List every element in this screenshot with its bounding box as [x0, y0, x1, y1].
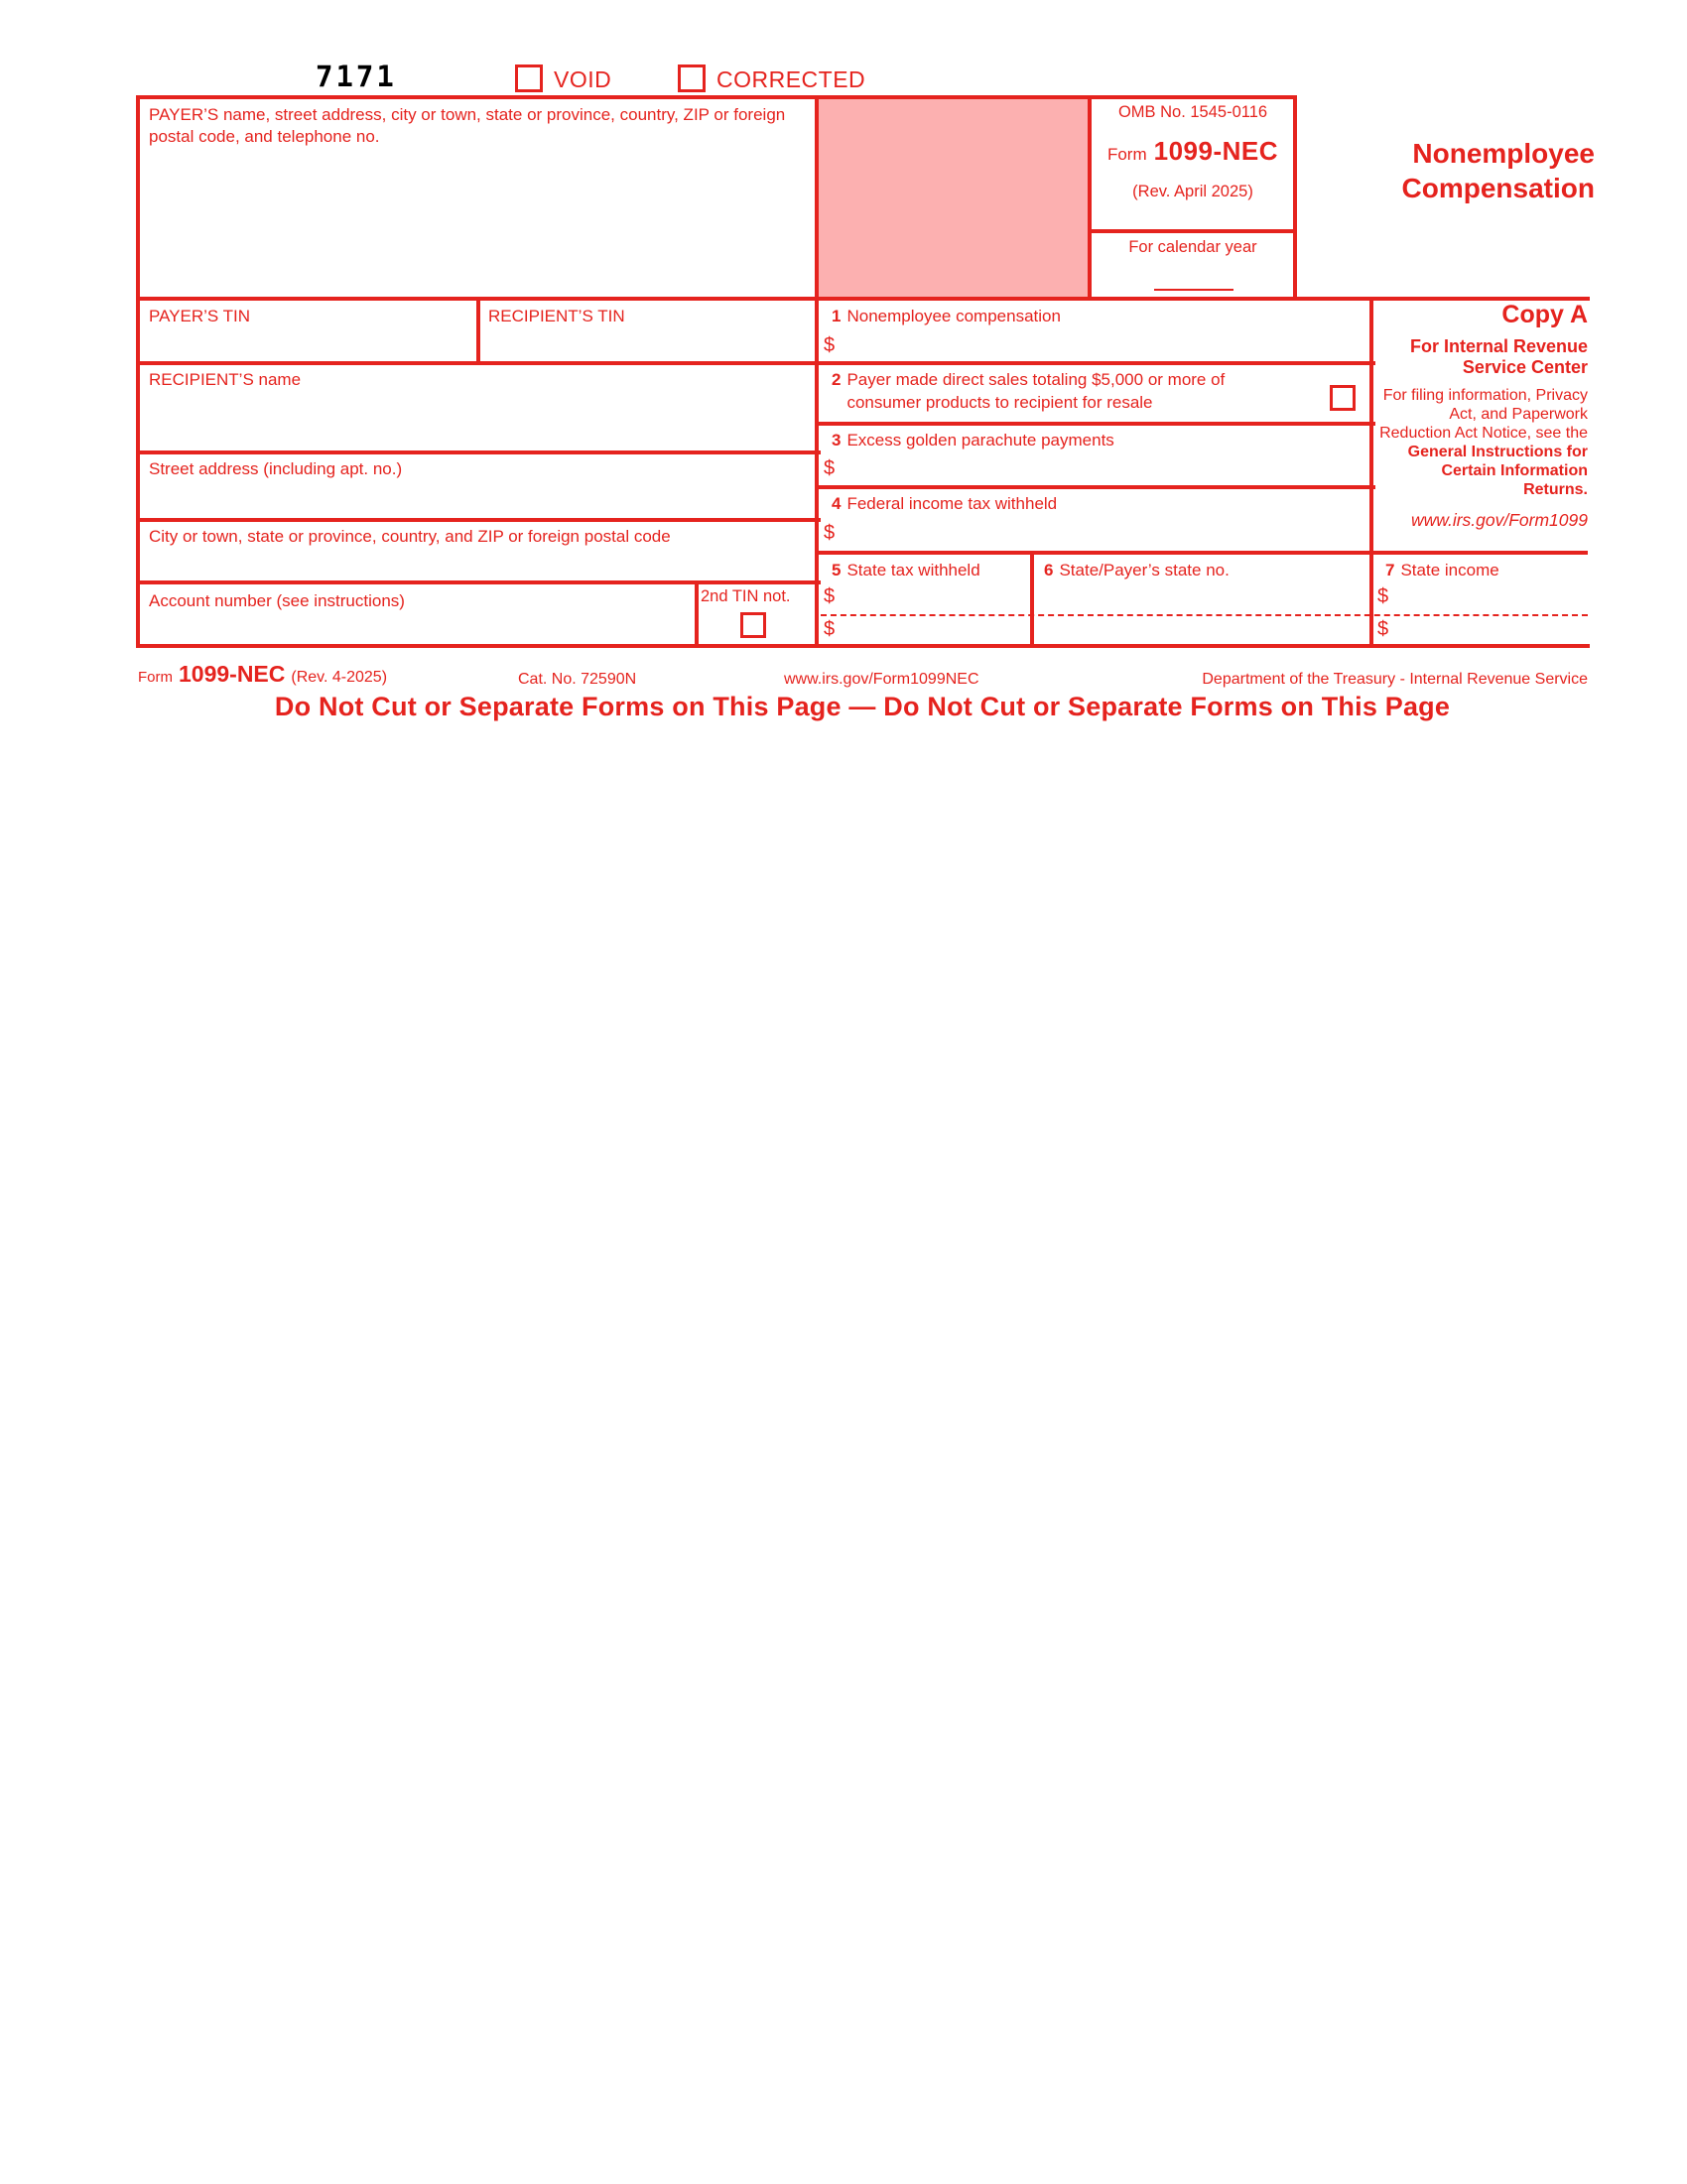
- form-number: 1099-NEC: [1153, 136, 1279, 166]
- box4-dollar-sign: $: [824, 522, 836, 544]
- city-field[interactable]: [142, 552, 813, 579]
- copya-column-divider: [1369, 297, 1373, 648]
- omb-number: OMB No. 1545-0116: [1117, 103, 1268, 121]
- payer-tin-field[interactable]: [142, 327, 474, 359]
- box5-amount-field-2[interactable]: [845, 617, 1026, 642]
- state-row-dashed-divider: [821, 614, 1588, 616]
- omb-box: [1094, 103, 1292, 201]
- calendar-year-label: For calendar year: [1128, 238, 1257, 256]
- box5-number: 5: [832, 561, 842, 579]
- box2-number: 2: [832, 370, 842, 389]
- city-label: City or town, state or province, country, and ZIP or foreign postal code: [149, 527, 671, 546]
- box3-label-row: [832, 430, 1114, 452]
- street-address-label: Street address (including apt. no.): [149, 459, 403, 478]
- footer-url: www.irs.gov/Form1099NEC: [784, 671, 979, 688]
- box3-dollar-sign: $: [824, 457, 836, 479]
- box4-label: Federal income tax withheld: [846, 494, 1058, 513]
- form-word: Form: [1106, 145, 1147, 164]
- payer-tin-label: PAYER’S TIN: [149, 307, 251, 325]
- tin-divider: [476, 297, 480, 365]
- form-title-line1: Nonemployee: [1412, 138, 1595, 169]
- copy-a-url: www.irs.gov/Form1099: [1411, 509, 1588, 530]
- account-2ndtin-divider: [695, 580, 699, 648]
- row-divider: [817, 422, 1375, 426]
- second-tin-label: 2nd TIN not.: [701, 587, 791, 605]
- copy-a-recipient: For Internal Revenue Service Center: [1409, 336, 1588, 378]
- box5-box6-divider: [1030, 551, 1034, 648]
- row-divider: [136, 361, 1375, 365]
- box5-label: State tax withheld: [846, 561, 980, 579]
- void-label: VOID: [554, 66, 612, 92]
- box1-label: Nonemployee compensation: [846, 307, 1061, 325]
- copy-a-block: [1375, 301, 1588, 531]
- payer-info-field[interactable]: [142, 151, 813, 295]
- box2-direct-sales-checkbox[interactable]: [1330, 385, 1356, 411]
- footer-department: Department of the Treasury - Internal Revenue Service: [1202, 671, 1588, 688]
- box7-label-row: [1385, 560, 1499, 582]
- account-number-label: Account number (see instructions): [149, 591, 405, 610]
- box1-number: 1: [832, 307, 842, 325]
- box6-label-row: [1044, 560, 1230, 582]
- recipient-tin-field[interactable]: [484, 327, 812, 359]
- box6-state-no-field-2[interactable]: [1038, 617, 1365, 642]
- box1-dollar-sign: $: [824, 334, 836, 356]
- box3-amount-field[interactable]: [845, 452, 1365, 482]
- box4-number: 4: [832, 494, 842, 513]
- payer-info-label: PAYER’S name, street address, city or town, state or province, country, ZIP or foreign postal code, and telephone no.: [149, 105, 786, 147]
- corrected-checkbox[interactable]: [678, 64, 706, 92]
- footer-cat-no: Cat. No. 72590N: [518, 671, 637, 688]
- recipient-name-label: RECIPIENT’S name: [149, 370, 302, 389]
- box7-number: 7: [1385, 561, 1395, 579]
- box2-label-row: [832, 369, 1288, 415]
- box5-dollar-sign-2: $: [824, 618, 836, 640]
- copy-a-instructions: [1375, 387, 1588, 499]
- form-title: [1277, 136, 1595, 205]
- form-top-border: [136, 95, 1297, 99]
- box3-number: 3: [832, 431, 842, 450]
- recipient-name-field[interactable]: [142, 393, 813, 449]
- box3-label: Excess golden parachute payments: [846, 431, 1114, 450]
- box7-label: State income: [1400, 561, 1499, 579]
- box7-amount-field-1[interactable]: [1399, 583, 1586, 611]
- form-left-border: [136, 95, 140, 648]
- footer-form-word: Form: [138, 669, 173, 686]
- do-not-cut-notice: Do Not Cut or Separate Forms on This Page — Do Not Cut or Separate Forms on This Page: [274, 692, 1451, 721]
- form-revision: (Rev. April 2025): [1132, 183, 1253, 200]
- footer-form-id: [138, 661, 387, 688]
- void-checkbox[interactable]: [515, 64, 543, 92]
- copy-a-instructions-plain: For filing information, Privacy Act, and Paperwork Reduction Act Notice, see the: [1379, 387, 1588, 443]
- pink-omb-divider: [1088, 95, 1092, 301]
- box4-amount-field[interactable]: [845, 518, 1365, 548]
- box6-label: State/Payer’s state no.: [1059, 561, 1230, 579]
- street-address-field[interactable]: [142, 484, 813, 516]
- box7-amount-field-2[interactable]: [1399, 617, 1586, 642]
- box6-number: 6: [1044, 561, 1054, 579]
- calendar-year-underline: [1154, 289, 1233, 291]
- copy-a-title: Copy A: [1501, 301, 1588, 328]
- omb-box-divider: [1090, 229, 1297, 233]
- row-divider: [817, 551, 1588, 555]
- row-divider: [817, 485, 1375, 489]
- box1-label-row: [832, 306, 1061, 328]
- box1-amount-field[interactable]: [845, 327, 1365, 359]
- calendar-year-field[interactable]: [1151, 266, 1236, 290]
- column-divider: [815, 95, 819, 648]
- row-divider: [136, 518, 821, 522]
- box6-state-no-field-1[interactable]: [1038, 583, 1365, 611]
- box4-label-row: [832, 493, 1057, 516]
- row-divider: [136, 580, 821, 584]
- box5-amount-field-1[interactable]: [845, 583, 1026, 611]
- row-divider: [136, 450, 821, 454]
- form-number-line: [1094, 136, 1292, 167]
- box7-dollar-sign-2: $: [1377, 618, 1389, 640]
- box7-dollar-sign-1: $: [1377, 585, 1389, 607]
- form-title-line2: Compensation: [1401, 173, 1595, 203]
- second-tin-checkbox[interactable]: [740, 612, 766, 638]
- form-print-code: 7171: [316, 60, 397, 93]
- box5-dollar-sign-1: $: [824, 585, 836, 607]
- box2-label: Payer made direct sales totaling $5,000 or more of consumer products to recipient for resale: [846, 370, 1226, 412]
- corrected-label: CORRECTED: [716, 66, 866, 92]
- recipient-tin-label: RECIPIENT’S TIN: [488, 307, 625, 325]
- footer-form-revision: (Rev. 4-2025): [291, 669, 388, 686]
- box5-label-row: [832, 560, 980, 582]
- copy-a-instructions-bold: General Instructions for Certain Information Returns.: [1407, 444, 1588, 498]
- pink-shaded-box: [817, 97, 1092, 299]
- account-number-field[interactable]: [142, 615, 691, 643]
- footer-form-number: 1099-NEC: [179, 661, 286, 687]
